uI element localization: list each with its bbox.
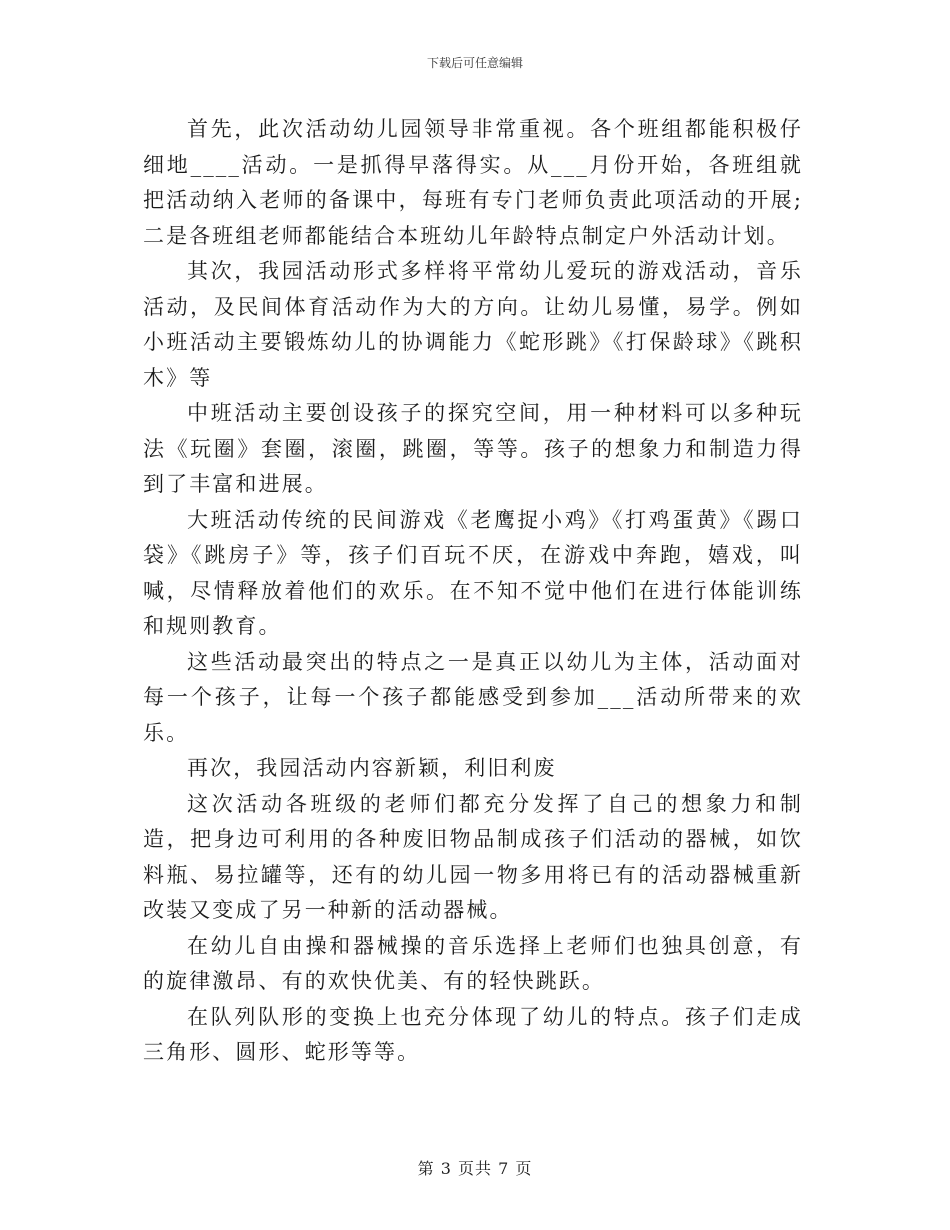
paragraph-4: 大班活动传统的民间游戏《老鹰捉小鸡》《打鸡蛋黄》《踢口袋》《跳房子》等，孩子们百玩不厌，在游戏中奔跑，嬉戏，叫喊，尽情释放着他们的欢乐。在不知不觉中他们在进行体能训练和规则教育。 <box>143 507 803 638</box>
paragraph-3: 中班活动主要创设孩子的探究空间，用一种材料可以多种玩法《玩圈》套圈，滚圈，跳圈，等等。孩子的想象力和制造力得到了丰富和进展。 <box>143 401 803 496</box>
paragraph-7: 这次活动各班级的老师们都充分发挥了自己的想象力和制造，把身边可利用的各种废旧物品制成孩子们活动的器械，如饮料瓶、易拉罐等，还有的幼儿园一物多用将已有的活动器械重新改装又变成了另一种新的活动器械。 <box>143 791 803 922</box>
page-header: 下载后可任意编辑 <box>426 56 523 70</box>
paragraph-2: 其次，我园活动形式多样将平常幼儿爱玩的游戏活动，音乐活动，及民间体育活动作为大的方向。让幼儿易懂，易学。例如小班活动主要锻炼幼儿的协调能力《蛇形跳》《打保龄球》《跳积木》等 <box>143 259 803 390</box>
paragraph-9: 在队列队形的变换上也充分体现了幼儿的特点。孩子们走成三角形、圆形、蛇形等等。 <box>143 1004 803 1064</box>
paragraph-6: 再次，我园活动内容新颖，利旧利废 <box>187 756 557 780</box>
page-number: 第 3 页共 7 页 <box>417 1159 533 1178</box>
paragraph-8: 在幼儿自由操和器械操的音乐选择上老师们也独具创意，有的旋律激昂、有的欢快优美、有的轻快跳跃。 <box>143 933 803 993</box>
document-body <box>143 112 803 1071</box>
paragraph-1: 首先，此次活动幼儿园领导非常重视。各个班组都能积极仔细地____活动。一是抓得早落得实。从___月份开始，各班组就把活动纳入老师的备课中，每班有专门老师负责此项活动的开展;二是各班组老师都能结合本班幼儿年龄特点制定户外活动计划。 <box>143 117 803 248</box>
paragraph-5: 这些活动最突出的特点之一是真正以幼儿为主体，活动面对每一个孩子，让每一个孩子都能感受到参加___活动所带来的欢乐。 <box>143 649 803 745</box>
